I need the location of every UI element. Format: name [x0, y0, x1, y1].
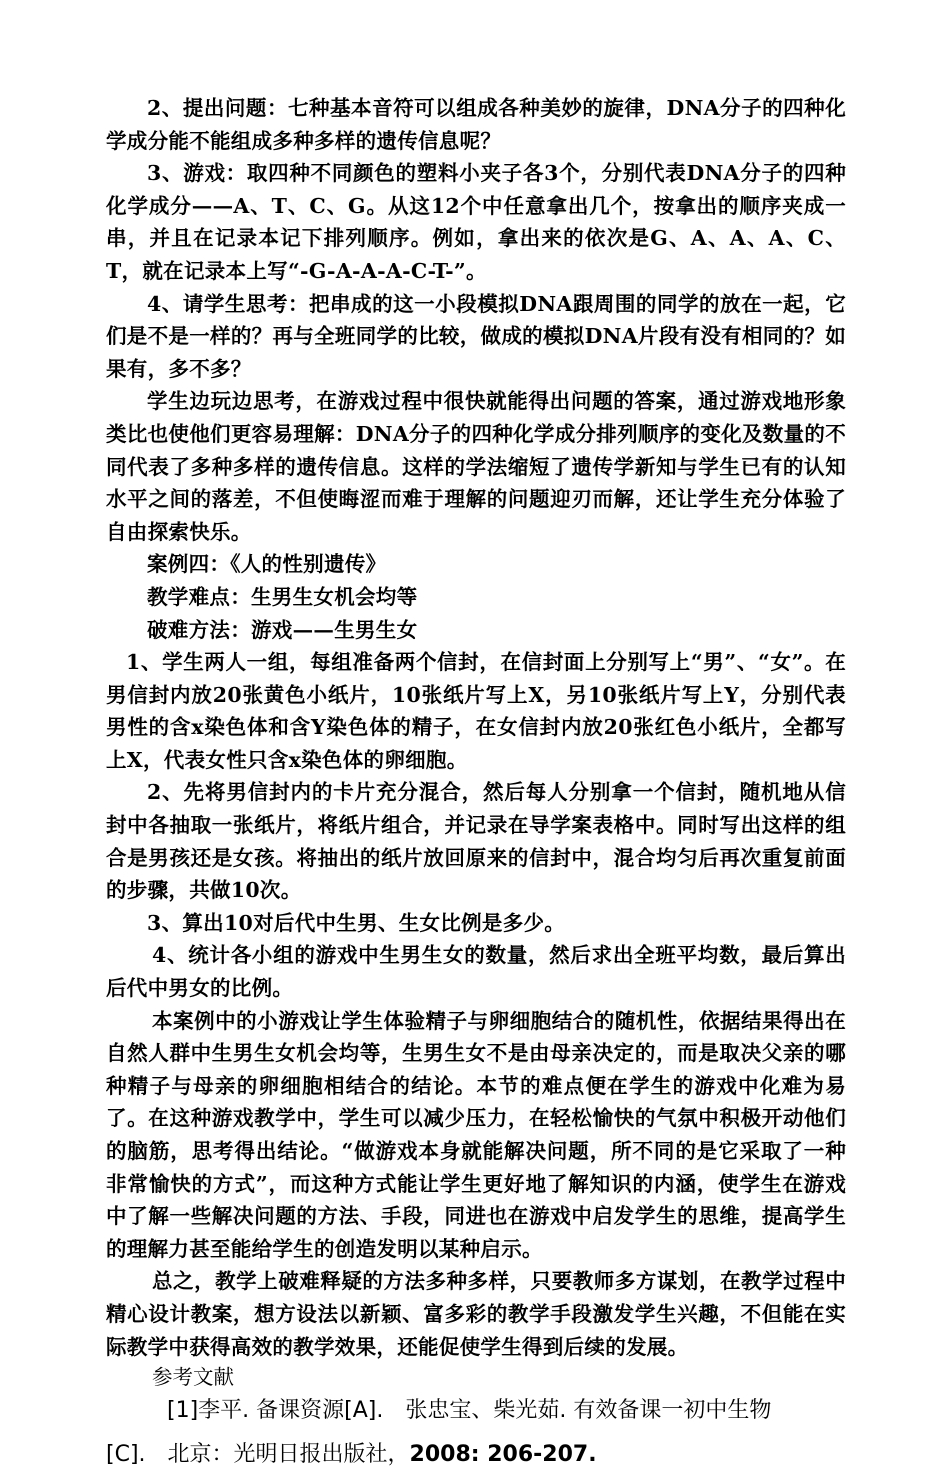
paragraph: 2、先将男信封内的卡片充分混合，然后每人分别拿一个信封，随机地从信封中各抽取一张纸片，将纸片组合，并记录在导学案表格中。同时写出这样的组合是男孩还是女孩。将抽出的纸片放回原来的信封中，混合均匀后再次重复前面的步骤，共做10次。 — [106, 780, 846, 903]
paragraph: 4、请学生思考：把串成的这一小段模拟DNA跟周围的同学的放在一起，它们是不是一样的？再与全班同学的比较，做成的模拟DNA片段有没有相同的？如果有，多不多？ — [106, 291, 846, 381]
references-heading: 参考文献 — [152, 1365, 234, 1390]
solution-method: 破难方法：游戏——生男生女 — [147, 617, 418, 642]
reference-publisher: [C]. 北京：光明日报出版社， — [106, 1442, 410, 1468]
references-list — [106, 1391, 846, 1479]
reference-line-2 — [106, 1431, 846, 1479]
paragraph: 1、学生两人一组，每组准备两个信封，在信封面上分别写上“男”、“女”。在男信封内放20张黄色小纸片，10张纸片写上X，另10张纸片写上Y，分别代表男性的含x染色体和含Y染色体的精子，在女信封内放20张红色小纸片，全都写上X，代表女性只含x染色体的卵细胞。 — [106, 650, 846, 772]
case-title: 案例四：《人的性别遗传》 — [147, 552, 387, 577]
paragraph: 总之，教学上破难释疑的方法多种多样，只要教师多方谋划，在教学过程中精心设计教案，想方设法以新颖、富多彩的教学手段激发学生兴趣，不但能在实际教学中获得高效的教学效果，还能促使学生得到后续的发展。 — [106, 1269, 846, 1359]
paragraph: 学生边玩边思考，在游戏过程中很快就能得出问题的答案，通过游戏地形象类比也使他们更容易理解：DNA分子的四种化学成分排列顺序的变化及数量的不同代表了多种多样的遗传信息。这样的学法缩短了遗传学新知与学生已有的认知水平之间的落差，不但使晦涩而难于理解的问题迎刃而解，还让学生充分体验了自由探索快乐。 — [106, 389, 846, 544]
paragraph: 本案例中的小游戏让学生体验精子与卵细胞结合的随机性，依据结果得出在自然人群中生男生女机会均等，生男生女不是由母亲决定的，而是取决父亲的哪种精子与母亲的卵细胞相结合的结论。本节的难点便在学生的游戏中化难为易了。在这种游戏教学中，学生可以减少压力，在轻松愉快的气氛中积极开动他们的脑筋，思考得出结论。“做游戏本身就能解决问题，所不同的是它采取了一种非常愉快的方式”，而这种方式能让学生更好地了解知识的内涵，使学生在游戏中了解一些解决问题的方法、手段，同进也在游戏中启发学生的思维，提高学生的理解力甚至能给学生的创造发明以某种启示。 — [106, 1008, 846, 1261]
reference-year-pages: 2008: 206-207. — [409, 1442, 597, 1468]
teaching-difficulty: 教学难点：生男生女机会均等 — [147, 584, 418, 609]
paragraph: 4、统计各小组的游戏中生男生女的数量，然后求出全班平均数，最后算出后代中男女的比例。 — [106, 943, 846, 1001]
reference-line-1: [1]李平. 备课资源[A]. 张忠宝、柴光茹. 有效备课一初中生物 — [167, 1398, 772, 1424]
paragraph: 2、提出问题：七种基本音符可以组成各种美妙的旋律，DNA分子的四种化学成分能不能组成多种多样的遗传信息呢？ — [106, 96, 846, 153]
document-body — [106, 92, 846, 1363]
paragraph: 3、算出10对后代中生男、生女比例是多少。 — [147, 910, 566, 935]
paragraph: 3、游戏：取四种不同颜色的塑料小夹子各3个，分别代表DNA分子的四种化学成分——A、T、C、G。从这12个中任意拿出几个，按拿出的顺序夹成一串，并且在记录本记下排列顺序。例如，拿出来的依次是G、A、A、A、C、T，就在记录本上写“-G-A-A-A-C-T-”。 — [106, 161, 846, 283]
